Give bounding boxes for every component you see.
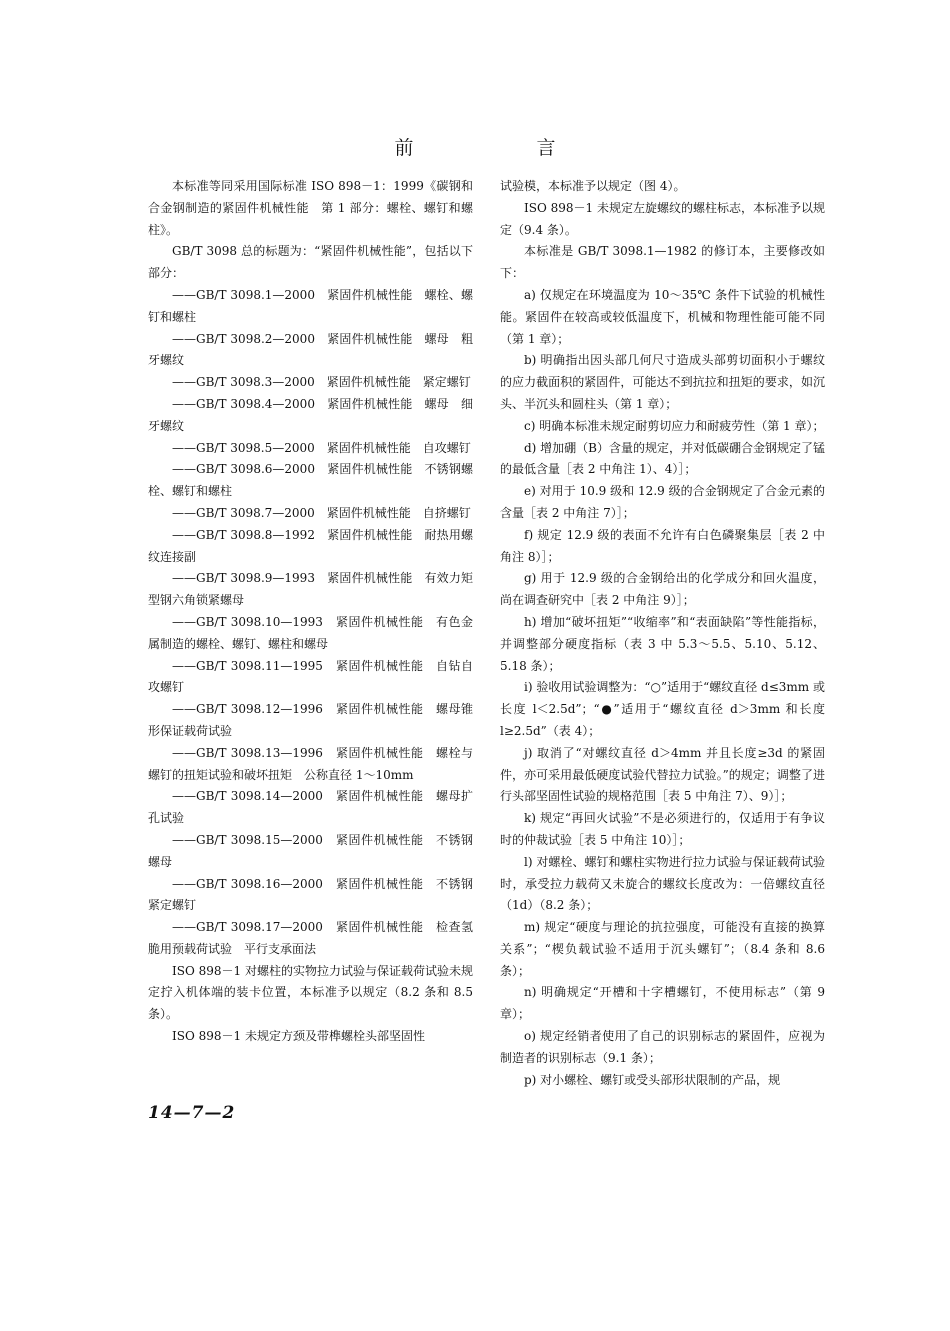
right-paragraph: b) 明确指出因头部几何尺寸造成头部剪切面积小于螺纹的应力截面积的紧固件，可能达不到抗拉和扭矩的要求，如沉头、半沉头和圆柱头（第 1 章）； (500, 353, 825, 411)
left-list-item: ——GB/T 3098.11—1995 紧固件机械性能 自钻自攻螺钉 (148, 658, 473, 695)
left-paragraph: ISO 898－1 未规定方颈及带榫螺栓头部坚固性 (172, 1029, 425, 1044)
page-title: 前 言 (394, 137, 608, 159)
right-paragraph: k) 规定“再回火试验”不是必须进行的，仅适用于有争议时的仲裁试验［表 5 中角注 10）］； (500, 811, 825, 847)
left-list-item: ——GB/T 3098.7—2000 紧固件机械性能 自挤螺钉 (172, 505, 471, 520)
right-paragraph: a) 仅规定在环境温度为 10～35℃ 条件下试验的机械性能。紧固件在较高或较低温度下，机械和物理性能可能不同（第 1 章）； (500, 287, 825, 346)
left-paragraph: 本标准等同采用国际标准 ISO 898－1：1999《碳钢和合金钢制造的紧固件机械性能 第 1 部分：螺栓、螺钉和螺柱》。 (148, 179, 473, 237)
right-paragraph: ISO 898－1 未规定左旋螺纹的螺柱标志，本标准予以规定（9.4 条）。 (500, 200, 825, 237)
right-paragraph: m) 规定“硬度与理论的抗拉强度，可能没有直接的换算关系”；“楔负载试验不适用于沉头螺钉”；（8.4 条和 8.6 条）； (500, 920, 825, 978)
right-paragraph: 本标准是 GB/T 3098.1—1982 的修订本，主要修改如下： (500, 244, 825, 281)
right-paragraph: d) 增加硼（B）含量的规定，并对低碳硼合金钢规定了锰的最低含量［表 2 中角注 1）、4）］； (500, 440, 825, 477)
page-number: 14—7—2 (148, 1103, 236, 1123)
left-paragraph: GB/T 3098 总的标题为：“紧固件机械性能”，包括以下部分： (148, 244, 473, 281)
right-column (500, 176, 825, 1091)
left-list-item: ——GB/T 3098.8—1992 紧固件机械性能 耐热用螺纹连接副 (148, 527, 473, 564)
left-paragraph: ISO 898－1 对螺柱的实物拉力试验与保证载荷试验未规定拧入机体端的装卡位置，本标准予以规定（8.2 条和 8.5 条）。 (148, 963, 473, 1022)
left-list-item: ——GB/T 3098.15—2000 紧固件机械性能 不锈钢螺母 (148, 832, 473, 869)
left-list-item: ——GB/T 3098.17—2000 紧固件机械性能 检查氢脆用预载荷试验 平行支承面法 (148, 920, 473, 956)
right-paragraph: p) 对小螺栓、螺钉或受头部形状限制的产品，规 (524, 1072, 781, 1087)
left-list-item: ——GB/T 3098.5—2000 紧固件机械性能 自攻螺钉 (172, 440, 471, 455)
right-paragraph: o) 规定经销者使用了自己的识别标志的紧固件，应视为制造者的识别标志（9.1 条）； (500, 1029, 825, 1065)
left-list-item: ——GB/T 3098.6—2000 紧固件机械性能 不锈钢螺栓、螺钉和螺柱 (148, 462, 473, 499)
left-list-item: ——GB/T 3098.1—2000 紧固件机械性能 螺栓、螺钉和螺柱 (148, 287, 473, 324)
right-paragraph: 试验模，本标准予以规定（图 4）。 (500, 179, 686, 193)
right-paragraph: g) 用于 12.9 级的合金钢给出的化学成分和回火温度，尚在调查研究中［表 2 中角注 9）］； (500, 571, 825, 608)
right-paragraph: n) 明确规定“开槽和十字槽螺钉，不使用标志”（第 9 章）； (500, 985, 825, 1022)
right-paragraph: c) 明确本标准未规定耐剪切应力和耐疲劳性（第 1 章）； (524, 418, 825, 433)
right-paragraph: f) 规定 12.9 级的表面不允许有白色磷聚集层［表 2 中角注 8）］； (500, 527, 825, 564)
left-list-item: ——GB/T 3098.12—1996 紧固件机械性能 螺母锥形保证载荷试验 (148, 702, 473, 738)
right-paragraph: h) 增加“破坏扭矩”“收缩率”和“表面缺陷”等性能指标，并调整部分硬度指标（表 3 中 5.3～5.5、5.10、5.12、5.18 条）； (500, 614, 825, 673)
left-list-item: ——GB/T 3098.10—1993 紧固件机械性能 有色金属制造的螺栓、螺钉、螺柱和螺母 (148, 614, 473, 651)
right-paragraph: j) 取消了“对螺纹直径 d＞4mm 并且长度≥3d 的紧固件，亦可采用最低硬度试验代替拉力试验。”的规定；调整了进行头部坚固性试验的规格范围［表 5 中角注 7）、9）］； (500, 745, 825, 804)
left-list-item: ——GB/T 3098.2—2000 紧固件机械性能 螺母 粗牙螺纹 (148, 331, 473, 368)
left-list-item: ——GB/T 3098.3—2000 紧固件机械性能 紧定螺钉 (172, 375, 471, 390)
left-list-item: ——GB/T 3098.13—1996 紧固件机械性能 螺栓与螺钉的扭矩试验和破坏扭矩 公称直径 1～10mm (148, 745, 473, 782)
left-list-item: ——GB/T 3098.9—1993 紧固件机械性能 有效力矩型钢六角锁紧螺母 (148, 571, 473, 608)
left-list-item: ——GB/T 3098.14—2000 紧固件机械性能 螺母扩孔试验 (148, 789, 473, 826)
left-list-item: ——GB/T 3098.4—2000 紧固件机械性能 螺母 细牙螺纹 (148, 396, 473, 433)
left-column (148, 176, 473, 1048)
left-list-item: ——GB/T 3098.16—2000 紧固件机械性能 不锈钢紧定螺钉 (148, 876, 473, 913)
right-paragraph: e) 对用于 10.9 级和 12.9 级的合金钢规定了合金元素的含量［表 2 中角注 7）］； (500, 484, 825, 520)
right-paragraph: i) 验收用试验调整为：“○”适用于“螺纹直径 d≤3mm 或长度 l＜2.5d”；“●”适用于“螺纹直径 d＞3mm 和长度 l≥2.5d”（表 4）； (500, 680, 825, 738)
right-paragraph: l) 对螺栓、螺钉和螺柱实物进行拉力试验与保证载荷试验时，承受拉力载荷又未旋合的螺纹长度改为：一倍螺纹直径（1d）（8.2 条）； (500, 854, 825, 913)
